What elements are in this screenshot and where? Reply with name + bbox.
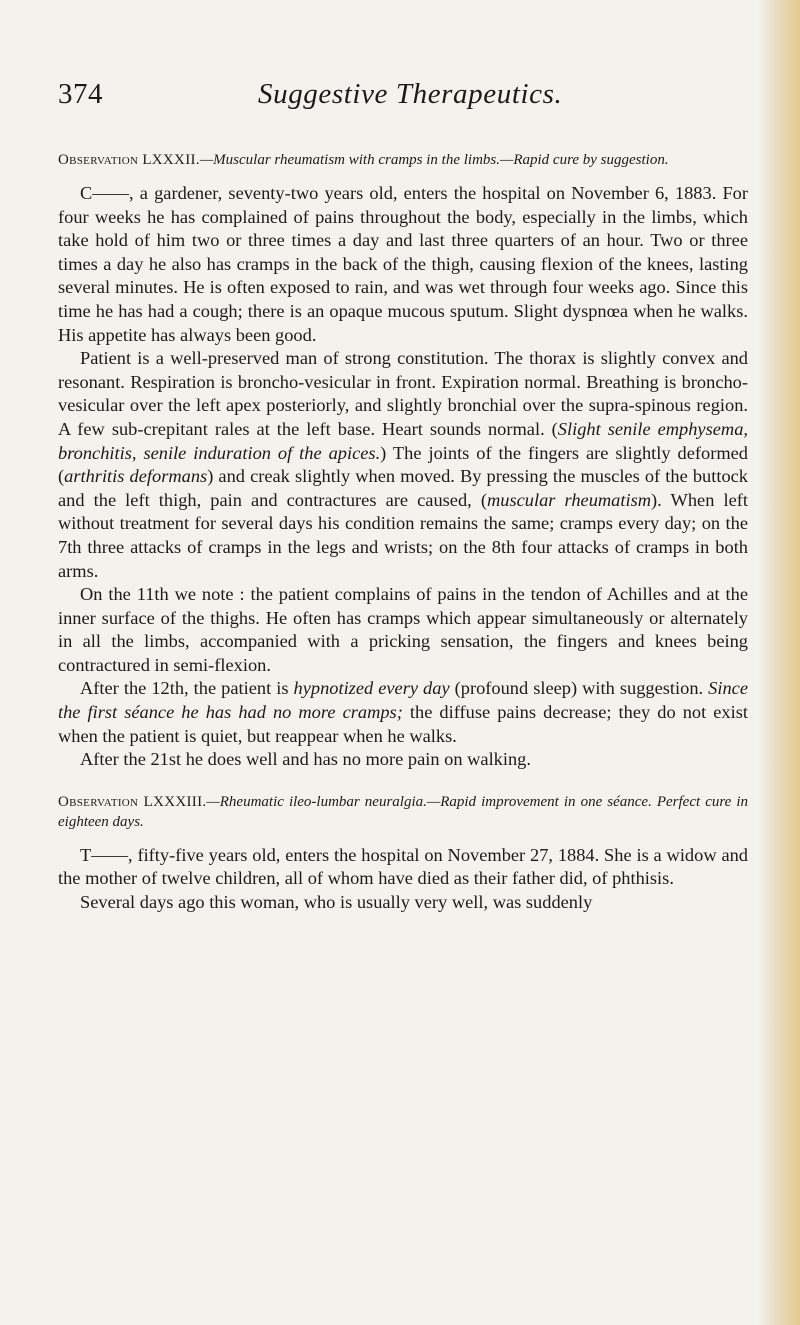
emphasis-italic: hypnotized every day <box>293 678 450 699</box>
diagnosis-italic: muscular rheumatism <box>486 489 652 510</box>
paragraph: After the 12th, the patient is hypnotized every day (profound sleep) with suggestion. Since the first séance he has had no more cramps; the diffuse pains decrease; they do not exist when the patient is quiet, but reappear when he walks. <box>58 678 748 746</box>
observation-label: Observation LXXXIII. <box>58 793 207 810</box>
diagnosis-italic: Slight senile emphysema, bronchitis, senile induration of the apices. <box>58 418 748 463</box>
emphasis-italic: Since the first séance he has had no more cramps; <box>58 678 748 723</box>
observation-title: —Rheumatic ileo-lumbar neuralgia.—Rapid improvement in one séance. Perfect cure in eighteen days. <box>58 793 748 830</box>
paragraph: Patient is a well-preserved man of strong constitution. The thorax is slightly convex and resonant. Respiration is broncho-vesicular in front. Expiration normal. Breathing is broncho-vesicular over the left apex posteriorly, and slightly bronchial over the supra-spinous region. A few sub-crepitant rales at the left base. Heart sounds normal. (Slight senile emphysema, bronchitis, senile induration of the apices.) The joints of the fingers are slightly deformed (arthritis deformans) and creak slightly when moved. By pressing the muscles of the buttock and the left thigh, pain and contractures are caused, (muscular rheumatism). When left without treatment for several days his condition remains the same; cramps every day; on the 7th three attacks of cramps in the legs and wrists; on the 8th four attacks of cramps in both arms. <box>58 348 749 581</box>
page-edge-shading <box>758 0 800 1325</box>
paragraph: Several days ago this woman, who is usually very well, was suddenly <box>80 892 593 913</box>
diagnosis-italic: arthritis deformans <box>64 466 208 487</box>
running-head: Suggestive Therapeutics. <box>258 78 563 110</box>
page-body <box>58 150 748 915</box>
paragraph: After the 21st he does well and has no more pain on walking. <box>80 749 531 770</box>
observation-title: —Muscular rheumatism with cramps in the limbs.—Rapid cure by suggestion. <box>199 152 669 168</box>
observation-heading <box>58 792 748 832</box>
observation-label: Observation LXXXII. <box>58 152 200 168</box>
page-number: 374 <box>58 78 103 110</box>
paragraph: On the 11th we note : the patient complains of pains in the tendon of Achilles and at the inner surface of the thighs. He often has cramps which appear simultaneously or alternately in all the limbs, accompanied with a pricking sensation, the fingers and knees being contractured in semi-flexion. <box>58 584 748 675</box>
observation-heading <box>58 150 748 170</box>
paragraph: C——, a gardener, seventy-two years old, enters the hospital on November 6, 1883. For four weeks he has complained of pains throughout the body, especially in the limbs, which take hold of him two or three times a day and last three quarters of an hour. Two or three times a day he also has cramps in the back of the thigh, causing flexion of the knees, lasting several minutes. He is often exposed to rain, and was wet through four weeks ago. Since this time he has had a cough; there is an opaque mucous sputum. Slight dyspnœa when he walks. His appetite has always been good. <box>58 183 748 345</box>
page-header <box>58 78 748 118</box>
paragraph: T——, fifty-five years old, enters the hospital on November 27, 1884. She is a widow and the mother of twelve children, all of whom have died as their father did, of phthisis. <box>58 844 748 889</box>
section-gap <box>58 772 748 792</box>
